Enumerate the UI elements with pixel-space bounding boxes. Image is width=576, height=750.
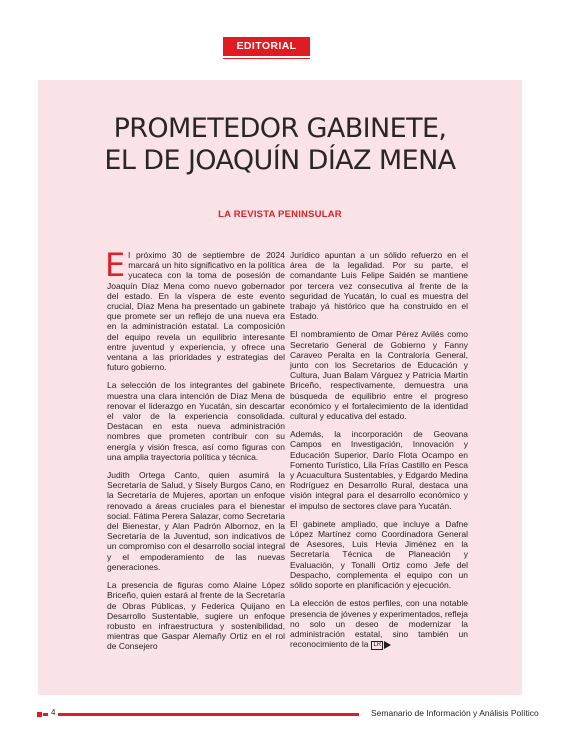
footer-square	[37, 712, 42, 717]
publication-name: Semanario de Información y Análisis Político	[371, 708, 539, 718]
paragraph: El nombramiento de Omar Pérez Avilés como Secretario General de Gobierno y Fanny Caraveo Peralta en la Contraloría General, junto con los Secretarios de Educación y Cultura, Juan Balam Várguez y Patricia Martín Briceño, respectivamente, demuestra una búsqueda de equilibrio entre el progreso económico y el fortalecimiento de la identidad cultural y educativa del estado.	[290, 329, 468, 422]
title-line-1: PROMETEDOR GABINETE,	[113, 113, 447, 144]
section-label: EDITORIAL	[223, 37, 310, 56]
paragraph: El próximo 30 de septiembre de 2024 marcará un hito significativo en la política yucateca con la toma de posesión de Joaquín Díaz Mena como nuevo gobernador del estado. En la víspera de este evento crucial, Díaz Mena ha presentado un gabinete que promete ser un reflejo de una nueva era en la administración estatal. La composición del equipo revela un equilibrio interesante entre juventud y experiencia, y ofrece una ventana a las prioridades y estrategias del futuro gobierno.	[105, 246, 285, 373]
paragraph: La elección de estos perfiles, con una notable presencia de jóvenes y experimentados, refleja no solo un deseo de modernizar la administración estatal, sino también un reconocimiento de la LR	[290, 598, 468, 650]
paragraph: Judith Ortega Canto, quien asumirá la Secretaría de Salud, y Sisely Burgos Cano, en la Secretaría de Mujeres, aportan un enfoque renovado a áreas cruciales para el bienestar social. Fátima Perera Salazar, como Secretaria del Bienestar, y Alan Padrón Albornoz, en la Secretaría de la Juventud, son indicativos de un compromiso con el desarrollo social integral y el empoderamiento de las nuevas generaciones.	[107, 470, 285, 572]
left-column	[105, 246, 285, 660]
paragraph: Además, la incorporación de Geovana Campos en Investigación, Innovación y Educación Superior, Darío Flota Ocampo en Fomento Turístico, Lila Frías Castillo en Pesca y Acuacultura Sustentables, y Edgardo Medina Rodríguez en Desarrollo Rural, destaca una visión integral para el desarrollo económico y el impulso de sectores clave para Yucatán.	[290, 429, 468, 511]
title-line-2: EL DE JOAQUÍN DÍAZ MENA	[104, 145, 456, 176]
article-byline: LA REVISTA PENINSULAR	[218, 209, 342, 220]
paragraph: El gabinete ampliado, que incluye a Dafne López Martínez como Coordinadora General de Asesores, Luis Hevia Jiménez en la Secretaría Técnica de Planeación y Evaluación, y Tonalli Ortiz como Jefe del Despacho, complementa el equipo con un sólido soporte en planificación y ejecución.	[290, 518, 468, 591]
paragraph: Jurídico apuntan a un sólido refuerzo en el área de la legalidad. Por su parte, el comandante Luis Felipe Saidén se mantiene por tercera vez consecutiva al frente de la seguridad de Yucatán, lo cual es muestra del trabajo yá histórico que ha construido en el Estado.	[290, 250, 468, 322]
footer-rule	[43, 713, 359, 716]
page-number: 4	[48, 708, 58, 717]
article-title	[38, 113, 522, 177]
drop-cap: E	[105, 246, 126, 284]
right-column	[290, 250, 468, 658]
continue-arrow-icon: LR	[371, 640, 391, 650]
paragraph: La presencia de figuras como Alaine López Briceño, quien estará al frente de la Secretaría de Obras Públicas, y Federica Quijano en Desarrollo Sustentable, sugiere un enfoque robusto en infraestructura y sostenibilidad, mientras que Gaspar Alemañy Ortiz en el rol de Consejero	[107, 580, 285, 652]
paragraph: La selección de los integrantes del gabinete muestra una clara intención de Díaz Mena de renovar el liderazgo en Yucatán, sin descartar el valor de la experiencia consolidada. Destacan en esta nueva administración nombres que prometen contribuir con su energía y visión fresca, así como figuras con una amplia trayectoria política y técnica.	[107, 380, 285, 462]
